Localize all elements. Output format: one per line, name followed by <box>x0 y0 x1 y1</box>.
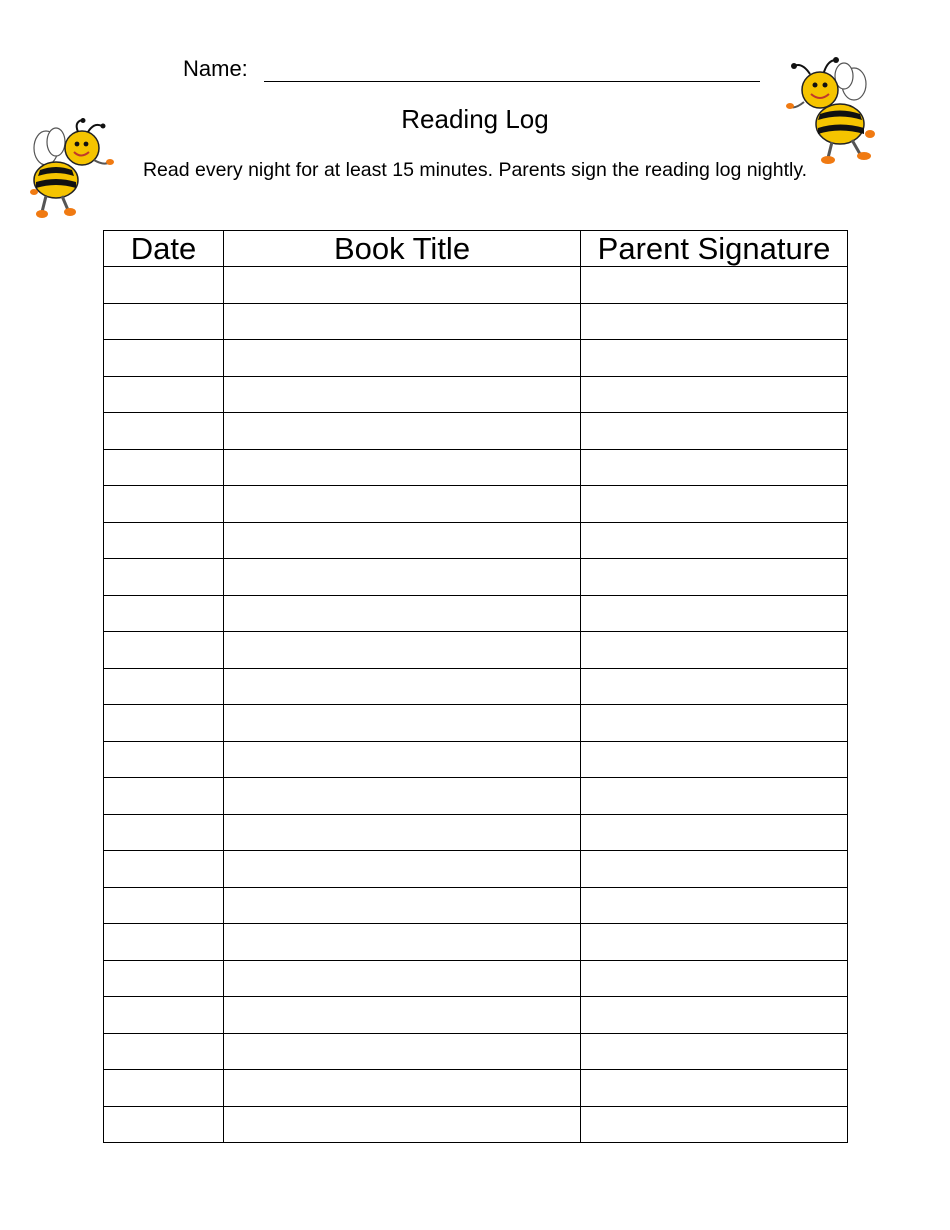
parent-signature-cell[interactable] <box>581 778 848 815</box>
name-field[interactable] <box>183 56 760 82</box>
book-title-cell[interactable] <box>224 632 581 669</box>
date-cell[interactable] <box>104 267 224 304</box>
date-cell[interactable] <box>104 559 224 596</box>
table-row <box>104 559 848 596</box>
table-row <box>104 778 848 815</box>
table-row <box>104 1033 848 1070</box>
table-row <box>104 376 848 413</box>
table-row <box>104 924 848 961</box>
table-row <box>104 814 848 851</box>
book-title-cell[interactable] <box>224 486 581 523</box>
table-row <box>104 997 848 1034</box>
parent-signature-cell[interactable] <box>581 1033 848 1070</box>
date-cell[interactable] <box>104 340 224 377</box>
table-row <box>104 486 848 523</box>
parent-signature-cell[interactable] <box>581 340 848 377</box>
page-title: Reading Log <box>401 104 549 134</box>
parent-signature-cell[interactable] <box>581 668 848 705</box>
table-row <box>104 303 848 340</box>
book-title-cell[interactable] <box>224 1070 581 1107</box>
parent-signature-cell[interactable] <box>581 1106 848 1143</box>
name-label: Name: <box>183 56 248 81</box>
date-cell[interactable] <box>104 814 224 851</box>
date-cell[interactable] <box>104 778 224 815</box>
parent-signature-cell[interactable] <box>581 595 848 632</box>
date-cell[interactable] <box>104 595 224 632</box>
date-cell[interactable] <box>104 924 224 961</box>
date-cell[interactable] <box>104 741 224 778</box>
table-row <box>104 413 848 450</box>
parent-signature-cell[interactable] <box>581 303 848 340</box>
date-cell[interactable] <box>104 522 224 559</box>
book-title-cell[interactable] <box>224 814 581 851</box>
parent-signature-cell[interactable] <box>581 486 848 523</box>
date-cell[interactable] <box>104 1033 224 1070</box>
date-cell[interactable] <box>104 413 224 450</box>
table-row <box>104 449 848 486</box>
book-title-cell[interactable] <box>224 559 581 596</box>
parent-signature-cell[interactable] <box>581 887 848 924</box>
book-title-cell[interactable] <box>224 376 581 413</box>
book-title-cell[interactable] <box>224 778 581 815</box>
parent-signature-cell[interactable] <box>581 924 848 961</box>
name-blank-line[interactable] <box>264 63 760 82</box>
table-row <box>104 851 848 888</box>
table-row <box>104 595 848 632</box>
table-row <box>104 1070 848 1107</box>
date-cell[interactable] <box>104 632 224 669</box>
table-body <box>104 267 848 1143</box>
date-cell[interactable] <box>104 1070 224 1107</box>
parent-signature-cell[interactable] <box>581 413 848 450</box>
book-title-cell[interactable] <box>224 887 581 924</box>
parent-signature-cell[interactable] <box>581 705 848 742</box>
date-cell[interactable] <box>104 303 224 340</box>
parent-signature-cell[interactable] <box>581 851 848 888</box>
parent-signature-cell[interactable] <box>581 267 848 304</box>
parent-signature-cell[interactable] <box>581 1070 848 1107</box>
bee-icon <box>30 118 116 222</box>
table-row <box>104 668 848 705</box>
column-header-date: Date <box>104 231 224 267</box>
parent-signature-cell[interactable] <box>581 997 848 1034</box>
book-title-cell[interactable] <box>224 449 581 486</box>
book-title-cell[interactable] <box>224 267 581 304</box>
table-row <box>104 1106 848 1143</box>
date-cell[interactable] <box>104 486 224 523</box>
parent-signature-cell[interactable] <box>581 632 848 669</box>
table-row <box>104 960 848 997</box>
table-header-row <box>104 231 848 267</box>
table-row <box>104 705 848 742</box>
date-cell[interactable] <box>104 449 224 486</box>
parent-signature-cell[interactable] <box>581 449 848 486</box>
date-cell[interactable] <box>104 997 224 1034</box>
column-header-parent-signature: Parent Signature <box>581 231 848 267</box>
book-title-cell[interactable] <box>224 1106 581 1143</box>
column-header-book-title: Book Title <box>224 231 581 267</box>
bee-icon <box>784 54 878 166</box>
parent-signature-cell[interactable] <box>581 559 848 596</box>
book-title-cell[interactable] <box>224 340 581 377</box>
book-title-cell[interactable] <box>224 851 581 888</box>
book-title-cell[interactable] <box>224 1033 581 1070</box>
parent-signature-cell[interactable] <box>581 522 848 559</box>
parent-signature-cell[interactable] <box>581 741 848 778</box>
parent-signature-cell[interactable] <box>581 814 848 851</box>
date-cell[interactable] <box>104 851 224 888</box>
book-title-cell[interactable] <box>224 668 581 705</box>
parent-signature-cell[interactable] <box>581 960 848 997</box>
book-title-cell[interactable] <box>224 741 581 778</box>
instructions-text: Read every night for at least 15 minutes. Parents sign the reading log nightly. <box>142 159 808 181</box>
reading-log-table <box>103 230 848 1143</box>
table-row <box>104 887 848 924</box>
book-title-cell[interactable] <box>224 413 581 450</box>
book-title-cell[interactable] <box>224 997 581 1034</box>
book-title-cell[interactable] <box>224 303 581 340</box>
book-title-cell[interactable] <box>224 924 581 961</box>
date-cell[interactable] <box>104 887 224 924</box>
table-row <box>104 522 848 559</box>
book-title-cell[interactable] <box>224 595 581 632</box>
table-row <box>104 267 848 304</box>
parent-signature-cell[interactable] <box>581 376 848 413</box>
date-cell[interactable] <box>104 705 224 742</box>
table-row <box>104 741 848 778</box>
book-title-cell[interactable] <box>224 705 581 742</box>
date-cell[interactable] <box>104 960 224 997</box>
date-cell[interactable] <box>104 376 224 413</box>
date-cell[interactable] <box>104 1106 224 1143</box>
date-cell[interactable] <box>104 668 224 705</box>
table-row <box>104 340 848 377</box>
book-title-cell[interactable] <box>224 960 581 997</box>
table-row <box>104 632 848 669</box>
book-title-cell[interactable] <box>224 522 581 559</box>
